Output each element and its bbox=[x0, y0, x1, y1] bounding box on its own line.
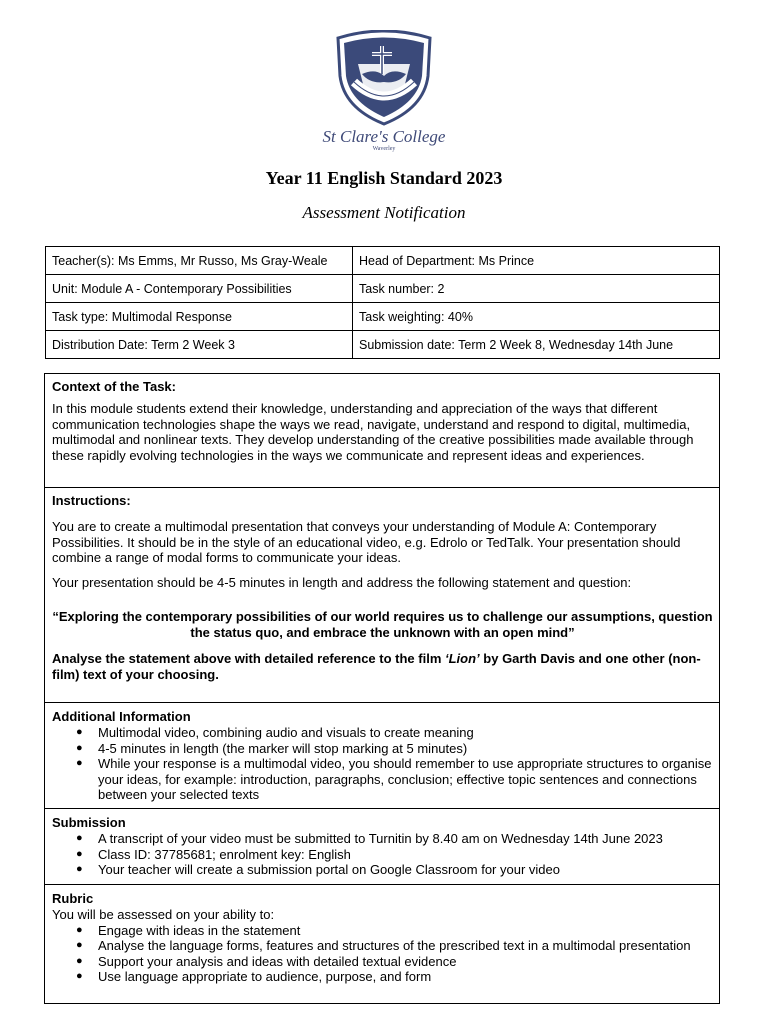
instructions-paragraph-2: Your presentation should be 4-5 minutes in length and address the following statement and question: bbox=[52, 574, 632, 590]
list-item: ● Engage with ideas in the statement bbox=[76, 923, 713, 939]
instructions-paragraph-1: You are to create a multimodal presentation that conveys your understanding of Module A: Contemporary Possibilities. It should be in the style of an educational video, e.g. Edrolo or TedTalk. Your presentation should combine a range of modal forms to communicate your ideas. bbox=[52, 519, 681, 565]
list-item: ● 4-5 minutes in length (the marker will stop marking at 5 minutes) bbox=[76, 741, 713, 757]
analysis-question bbox=[52, 651, 713, 682]
context-text: In this module students extend their knowledge, understanding and appreciation of the ways that different communication technologies shape the ways we read, navigate, understand and respond to digital, multimedia, multimodal and nonlinear texts. They develop understanding of the creative possibilities made available through these rapidly evolving technologies in the ways we communicate and represent ideas and experiences. bbox=[52, 401, 694, 463]
instructions-section bbox=[45, 487, 719, 702]
list-item: ● Use language appropriate to audience, purpose, and form bbox=[76, 969, 713, 985]
list-item: ● A transcript of your video must be submitted to Turnitin by 8.40 am on Wednesday 14th June 2023 bbox=[76, 831, 713, 847]
submission-section bbox=[45, 808, 719, 884]
list-item: ● While your response is a multimodal video, you should remember to use appropriate structures to organise your ideas, for example: introduction, paragraphs, conclusion; effective topic sentences and connections between your selected texts bbox=[76, 756, 713, 803]
submission-heading: Submission bbox=[52, 815, 126, 830]
list-item: ● Your teacher will create a submission portal on Google Classroom for your video bbox=[76, 862, 713, 878]
table-row bbox=[46, 247, 720, 275]
rubric-section bbox=[45, 884, 719, 1003]
document-title: Year 11 English Standard 2023 bbox=[265, 168, 503, 188]
assessment-info-table bbox=[45, 246, 720, 359]
additional-info-list bbox=[52, 725, 713, 803]
rubric-heading: Rubric bbox=[52, 891, 94, 906]
head-of-department-cell: Head of Department: Ms Prince bbox=[353, 247, 720, 275]
college-crest-logo bbox=[332, 30, 436, 126]
instructions-heading: Instructions: bbox=[52, 493, 131, 508]
task-weighting-cell: Task weighting: 40% bbox=[353, 303, 720, 331]
document-subtitle: Assessment Notification bbox=[302, 203, 466, 222]
question-text-start: Analyse the statement above with detailed reference to the film bbox=[52, 651, 445, 666]
list-item: ● Class ID: 37785681; enrolment key: English bbox=[76, 847, 713, 863]
college-name: St Clare's College bbox=[322, 127, 446, 146]
task-details-box bbox=[44, 373, 720, 1004]
context-section bbox=[45, 379, 719, 487]
list-item: ● Multimodal video, combining audio and visuals to create meaning bbox=[76, 725, 713, 741]
unit-cell: Unit: Module A - Contemporary Possibilities bbox=[46, 275, 353, 303]
table-row bbox=[46, 331, 720, 359]
additional-info-section bbox=[45, 702, 719, 808]
list-item: ● Support your analysis and ideas with detailed textual evidence bbox=[76, 954, 713, 970]
college-location: Waverley bbox=[372, 146, 396, 152]
submission-date-cell: Submission date: Term 2 Week 8, Wednesday 14th June bbox=[353, 331, 720, 359]
list-item: ● Analyse the language forms, features and structures of the prescribed text in a multimodal presentation bbox=[76, 938, 713, 954]
table-row bbox=[46, 275, 720, 303]
rubric-intro: You will be assessed on your ability to: bbox=[52, 907, 275, 922]
film-title: ‘Lion’ bbox=[445, 651, 480, 666]
task-type-cell: Task type: Multimodal Response bbox=[46, 303, 353, 331]
question-text-end: by Garth Davis and one other (non-film) text of your choosing. bbox=[52, 651, 701, 682]
distribution-date-cell: Distribution Date: Term 2 Week 3 bbox=[46, 331, 353, 359]
rubric-list bbox=[52, 923, 713, 985]
additional-info-heading: Additional Information bbox=[52, 709, 191, 724]
statement-quote: “Exploring the contemporary possibilities of our world requires us to challenge our assumptions, question the status quo, and embrace the unknown with an open mind” bbox=[52, 609, 713, 640]
teachers-cell: Teacher(s): Ms Emms, Mr Russo, Ms Gray-Weale bbox=[46, 247, 353, 275]
task-number-cell: Task number: 2 bbox=[353, 275, 720, 303]
submission-list bbox=[52, 831, 713, 878]
table-row bbox=[46, 303, 720, 331]
context-heading: Context of the Task: bbox=[52, 379, 176, 394]
